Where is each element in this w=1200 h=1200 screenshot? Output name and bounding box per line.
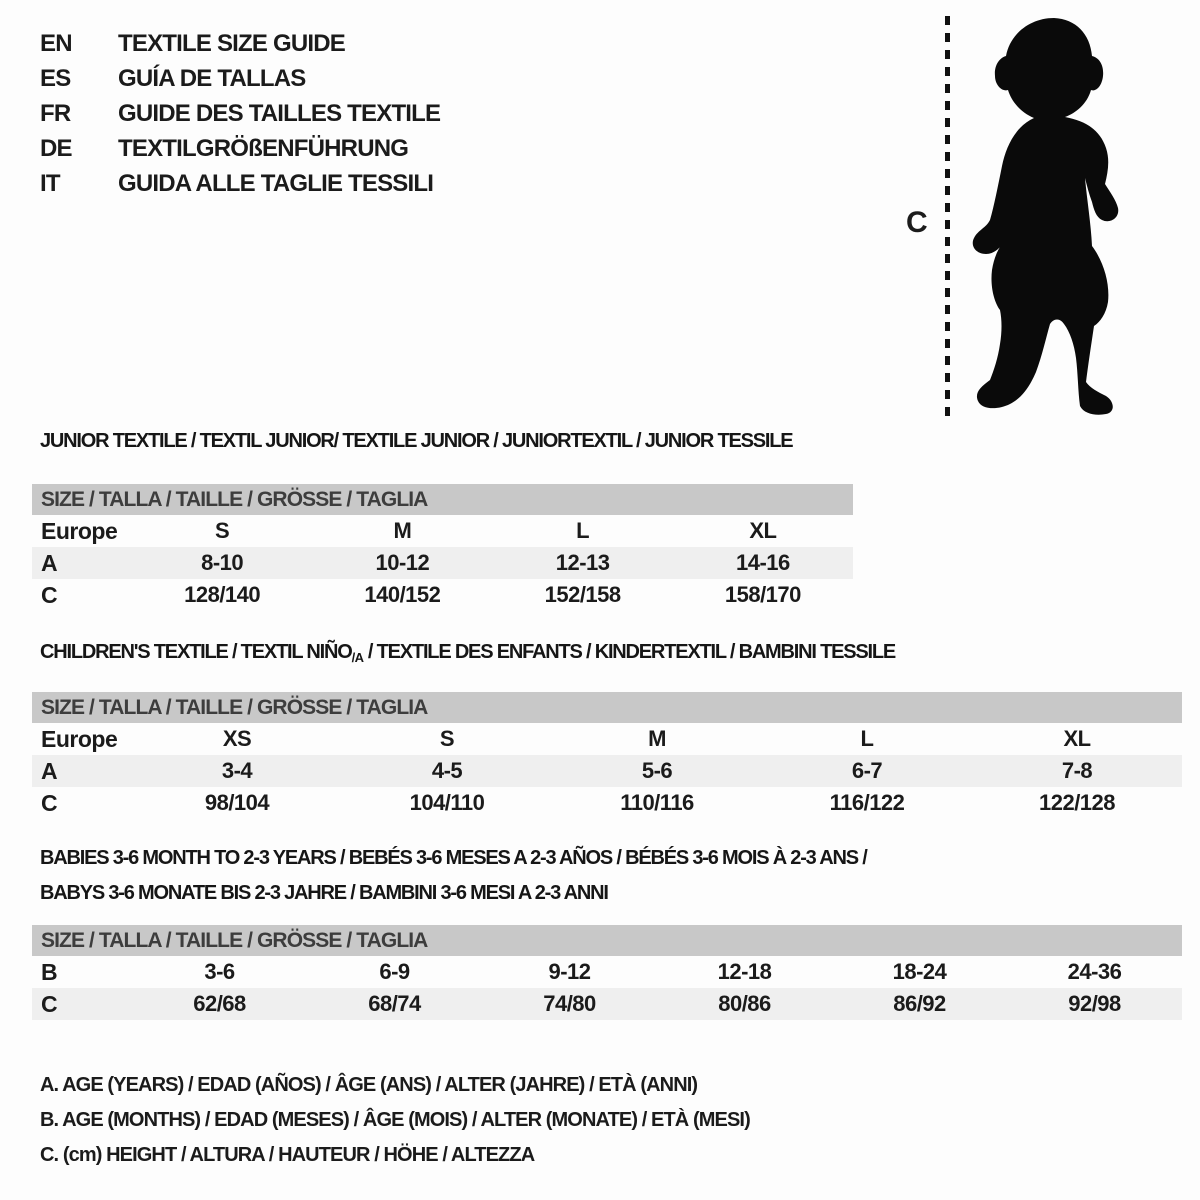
language-code: DE xyxy=(40,135,72,162)
height-cell: 80/86 xyxy=(718,991,771,1016)
children-heading-pre: CHILDREN'S TEXTILE / TEXTIL NIÑO xyxy=(40,641,352,663)
measurement-legend xyxy=(40,1068,750,1173)
babies-section-heading-line1: BABIES 3-6 MONTH TO 2-3 YEARS / BEBÉS 3-6 MESES A 2-3 AÑOS / BÉBÉS 3-6 MOIS À 2-3 ANS / xyxy=(40,847,867,869)
table-row-height xyxy=(32,579,853,611)
size-cell: L xyxy=(860,726,874,751)
table-row-height xyxy=(32,988,1182,1020)
size-cell: XL xyxy=(749,518,777,543)
row-label: C xyxy=(41,991,58,1017)
age-cell: 14-16 xyxy=(735,550,790,575)
language-row-de xyxy=(40,131,440,166)
age-cell: 9-12 xyxy=(548,959,591,984)
table-row-age xyxy=(32,547,853,579)
age-cell: 8-10 xyxy=(201,550,244,575)
language-row-fr xyxy=(40,96,440,131)
height-cell: 98/104 xyxy=(204,790,270,815)
height-measure-label: C xyxy=(906,206,928,239)
children-size-table xyxy=(32,692,1182,819)
language-code: IT xyxy=(40,170,60,197)
row-label: A xyxy=(41,758,58,784)
table-row-europe xyxy=(32,723,1182,755)
row-label: C xyxy=(41,582,58,608)
age-cell: 12-13 xyxy=(555,550,610,575)
age-cell: 12-18 xyxy=(717,959,772,984)
height-cell: 62/68 xyxy=(193,991,246,1016)
legend-line-b: B. AGE (MONTHS) / EDAD (MESES) / ÂGE (MOIS) / ALTER (MONATE) / ETÀ (MESI) xyxy=(40,1109,750,1131)
table-row-age-months xyxy=(32,956,1182,988)
size-cell: M xyxy=(648,726,666,751)
age-cell: 5-6 xyxy=(641,758,673,783)
age-cell: 7-8 xyxy=(1061,758,1093,783)
legend-line-a: A. AGE (YEARS) / EDAD (AÑOS) / ÂGE (ANS) / ALTER (JAHRE) / ETÀ (ANNI) xyxy=(40,1074,698,1096)
table-row-height xyxy=(32,787,1182,819)
height-cell: 68/74 xyxy=(368,991,421,1016)
size-header-band: SIZE / TALLA / TAILLE / GRÖSSE / TAGLIA xyxy=(32,484,853,515)
age-cell: 3-4 xyxy=(221,758,253,783)
age-cell: 24-36 xyxy=(1067,959,1122,984)
guide-title-fr: GUIDE DES TAILLES TEXTILE xyxy=(118,100,441,127)
height-cell: 92/98 xyxy=(1068,991,1121,1016)
language-code: ES xyxy=(40,65,71,92)
size-cell: L xyxy=(576,518,590,543)
guide-title-es: GUÍA DE TALLAS xyxy=(118,65,306,92)
babies-section-heading-line2: BABYS 3-6 MONATE BIS 2-3 JAHRE / BAMBINI 3-6 MESI A 2-3 ANNI xyxy=(40,882,608,904)
row-label: Europe xyxy=(41,518,118,544)
children-heading-sub: /A xyxy=(351,650,364,665)
children-heading-post: / TEXTILE DES ENFANTS / KINDERTEXTIL / BAMBINI TESSILE xyxy=(363,641,896,663)
height-cell: 74/80 xyxy=(543,991,596,1016)
size-header-band: SIZE / TALLA / TAILLE / GRÖSSE / TAGLIA xyxy=(32,925,1182,956)
babies-size-table xyxy=(32,925,1182,1020)
row-label: A xyxy=(41,550,58,576)
language-code: FR xyxy=(40,100,71,127)
language-row-en xyxy=(40,26,440,61)
size-cell: XL xyxy=(1063,726,1091,751)
row-label: C xyxy=(41,790,58,816)
height-cell: 86/92 xyxy=(893,991,946,1016)
guide-title-de: TEXTILGRÖßENFÜHRUNG xyxy=(118,135,409,162)
junior-size-table xyxy=(32,484,853,611)
guide-title-it: GUIDA ALLE TAGLIE TESSILI xyxy=(118,170,434,197)
height-cell: 122/128 xyxy=(1038,790,1116,815)
toddler-silhouette-icon xyxy=(958,14,1138,419)
legend-line-c: C. (cm) HEIGHT / ALTURA / HAUTEUR / HÖHE / ALTEZZA xyxy=(40,1144,535,1166)
row-label: Europe xyxy=(41,726,118,752)
height-cell: 104/110 xyxy=(409,790,485,815)
language-code: EN xyxy=(40,30,72,57)
age-cell: 3-6 xyxy=(204,959,235,984)
age-cell: 4-5 xyxy=(431,758,463,783)
height-cell: 140/152 xyxy=(364,582,441,607)
language-title-list xyxy=(40,26,440,201)
row-label: B xyxy=(41,959,58,985)
height-cell: 128/140 xyxy=(184,582,261,607)
guide-title-en: TEXTILE SIZE GUIDE xyxy=(118,30,345,57)
age-cell: 6-7 xyxy=(851,758,883,783)
age-cell: 10-12 xyxy=(375,550,430,575)
language-row-es xyxy=(40,61,440,96)
size-cell: M xyxy=(393,518,412,543)
children-section-heading xyxy=(40,641,895,665)
size-header-band: SIZE / TALLA / TAILLE / GRÖSSE / TAGLIA xyxy=(32,692,1182,723)
table-row-age xyxy=(32,755,1182,787)
height-cell: 158/170 xyxy=(724,582,801,607)
table-row-europe xyxy=(32,515,853,547)
age-cell: 18-24 xyxy=(892,959,947,984)
height-cell: 152/158 xyxy=(544,582,621,607)
height-cell: 116/122 xyxy=(829,790,905,815)
height-cell: 110/116 xyxy=(620,790,694,815)
size-cell: S xyxy=(439,726,455,751)
age-cell: 6-9 xyxy=(379,959,410,984)
size-cell: S xyxy=(215,518,230,543)
language-row-it xyxy=(40,166,440,201)
junior-section-heading: JUNIOR TEXTILE / TEXTIL JUNIOR/ TEXTILE JUNIOR / JUNIORTEXTIL / JUNIOR TESSILE xyxy=(40,430,793,452)
size-cell: XS xyxy=(222,726,252,751)
height-measure-dashed-line xyxy=(945,16,950,418)
